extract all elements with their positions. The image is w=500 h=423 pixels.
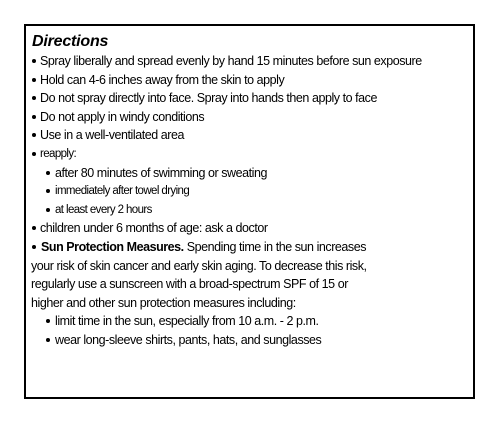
sun-protection-item-clothing: wear long-sleeve shirts, pants, hats, and sunglasses: [31, 331, 469, 350]
reapply-item-swimming: after 80 minutes of swimming or sweating: [31, 164, 469, 183]
direction-item-ventilated: Use in a well-ventilated area: [31, 126, 469, 145]
sun-protection-list: [31, 312, 469, 349]
sun-protection-line-1: [31, 238, 469, 257]
reapply-item-hours: at least every 2 hours: [31, 201, 469, 220]
reapply-list: [31, 164, 469, 220]
sun-protection-item-limit-time: limit time in the sun, especially from 10 a.m. - 2 p.m.: [31, 312, 469, 331]
direction-item-face: Do not spray directly into face. Spray into hands then apply to face: [31, 89, 469, 108]
sun-protection-paragraph: [31, 238, 469, 312]
reapply-item-towel: immediately after towel drying: [31, 182, 469, 201]
sun-protection-title: Sun Protection Measures.: [41, 239, 184, 254]
directions-list: [31, 52, 469, 164]
direction-item-windy: Do not apply in windy conditions: [31, 108, 469, 127]
direction-item-children: children under 6 months of age: ask a doctor: [31, 219, 469, 238]
children-list: [31, 219, 469, 238]
directions-heading: Directions: [32, 33, 109, 50]
directions-panel: [24, 24, 475, 399]
bullet-icon: [32, 245, 36, 249]
sun-protection-line-2: your risk of skin cancer and early skin aging. To decrease this risk,: [31, 258, 367, 273]
sun-protection-line-4: higher and other sun protection measures including:: [31, 295, 296, 310]
sun-protection-line-3: regularly use a sunscreen with a broad-spectrum SPF of 15 or: [31, 277, 348, 292]
sun-protection-text-1: Spending time in the sun increases: [186, 239, 367, 254]
direction-item-reapply: reapply:: [31, 145, 469, 164]
direction-item-hold-distance: Hold can 4-6 inches away from the skin to apply: [31, 71, 469, 90]
direction-item-spray: Spray liberally and spread evenly by hand 15 minutes before sun exposure: [31, 52, 469, 71]
